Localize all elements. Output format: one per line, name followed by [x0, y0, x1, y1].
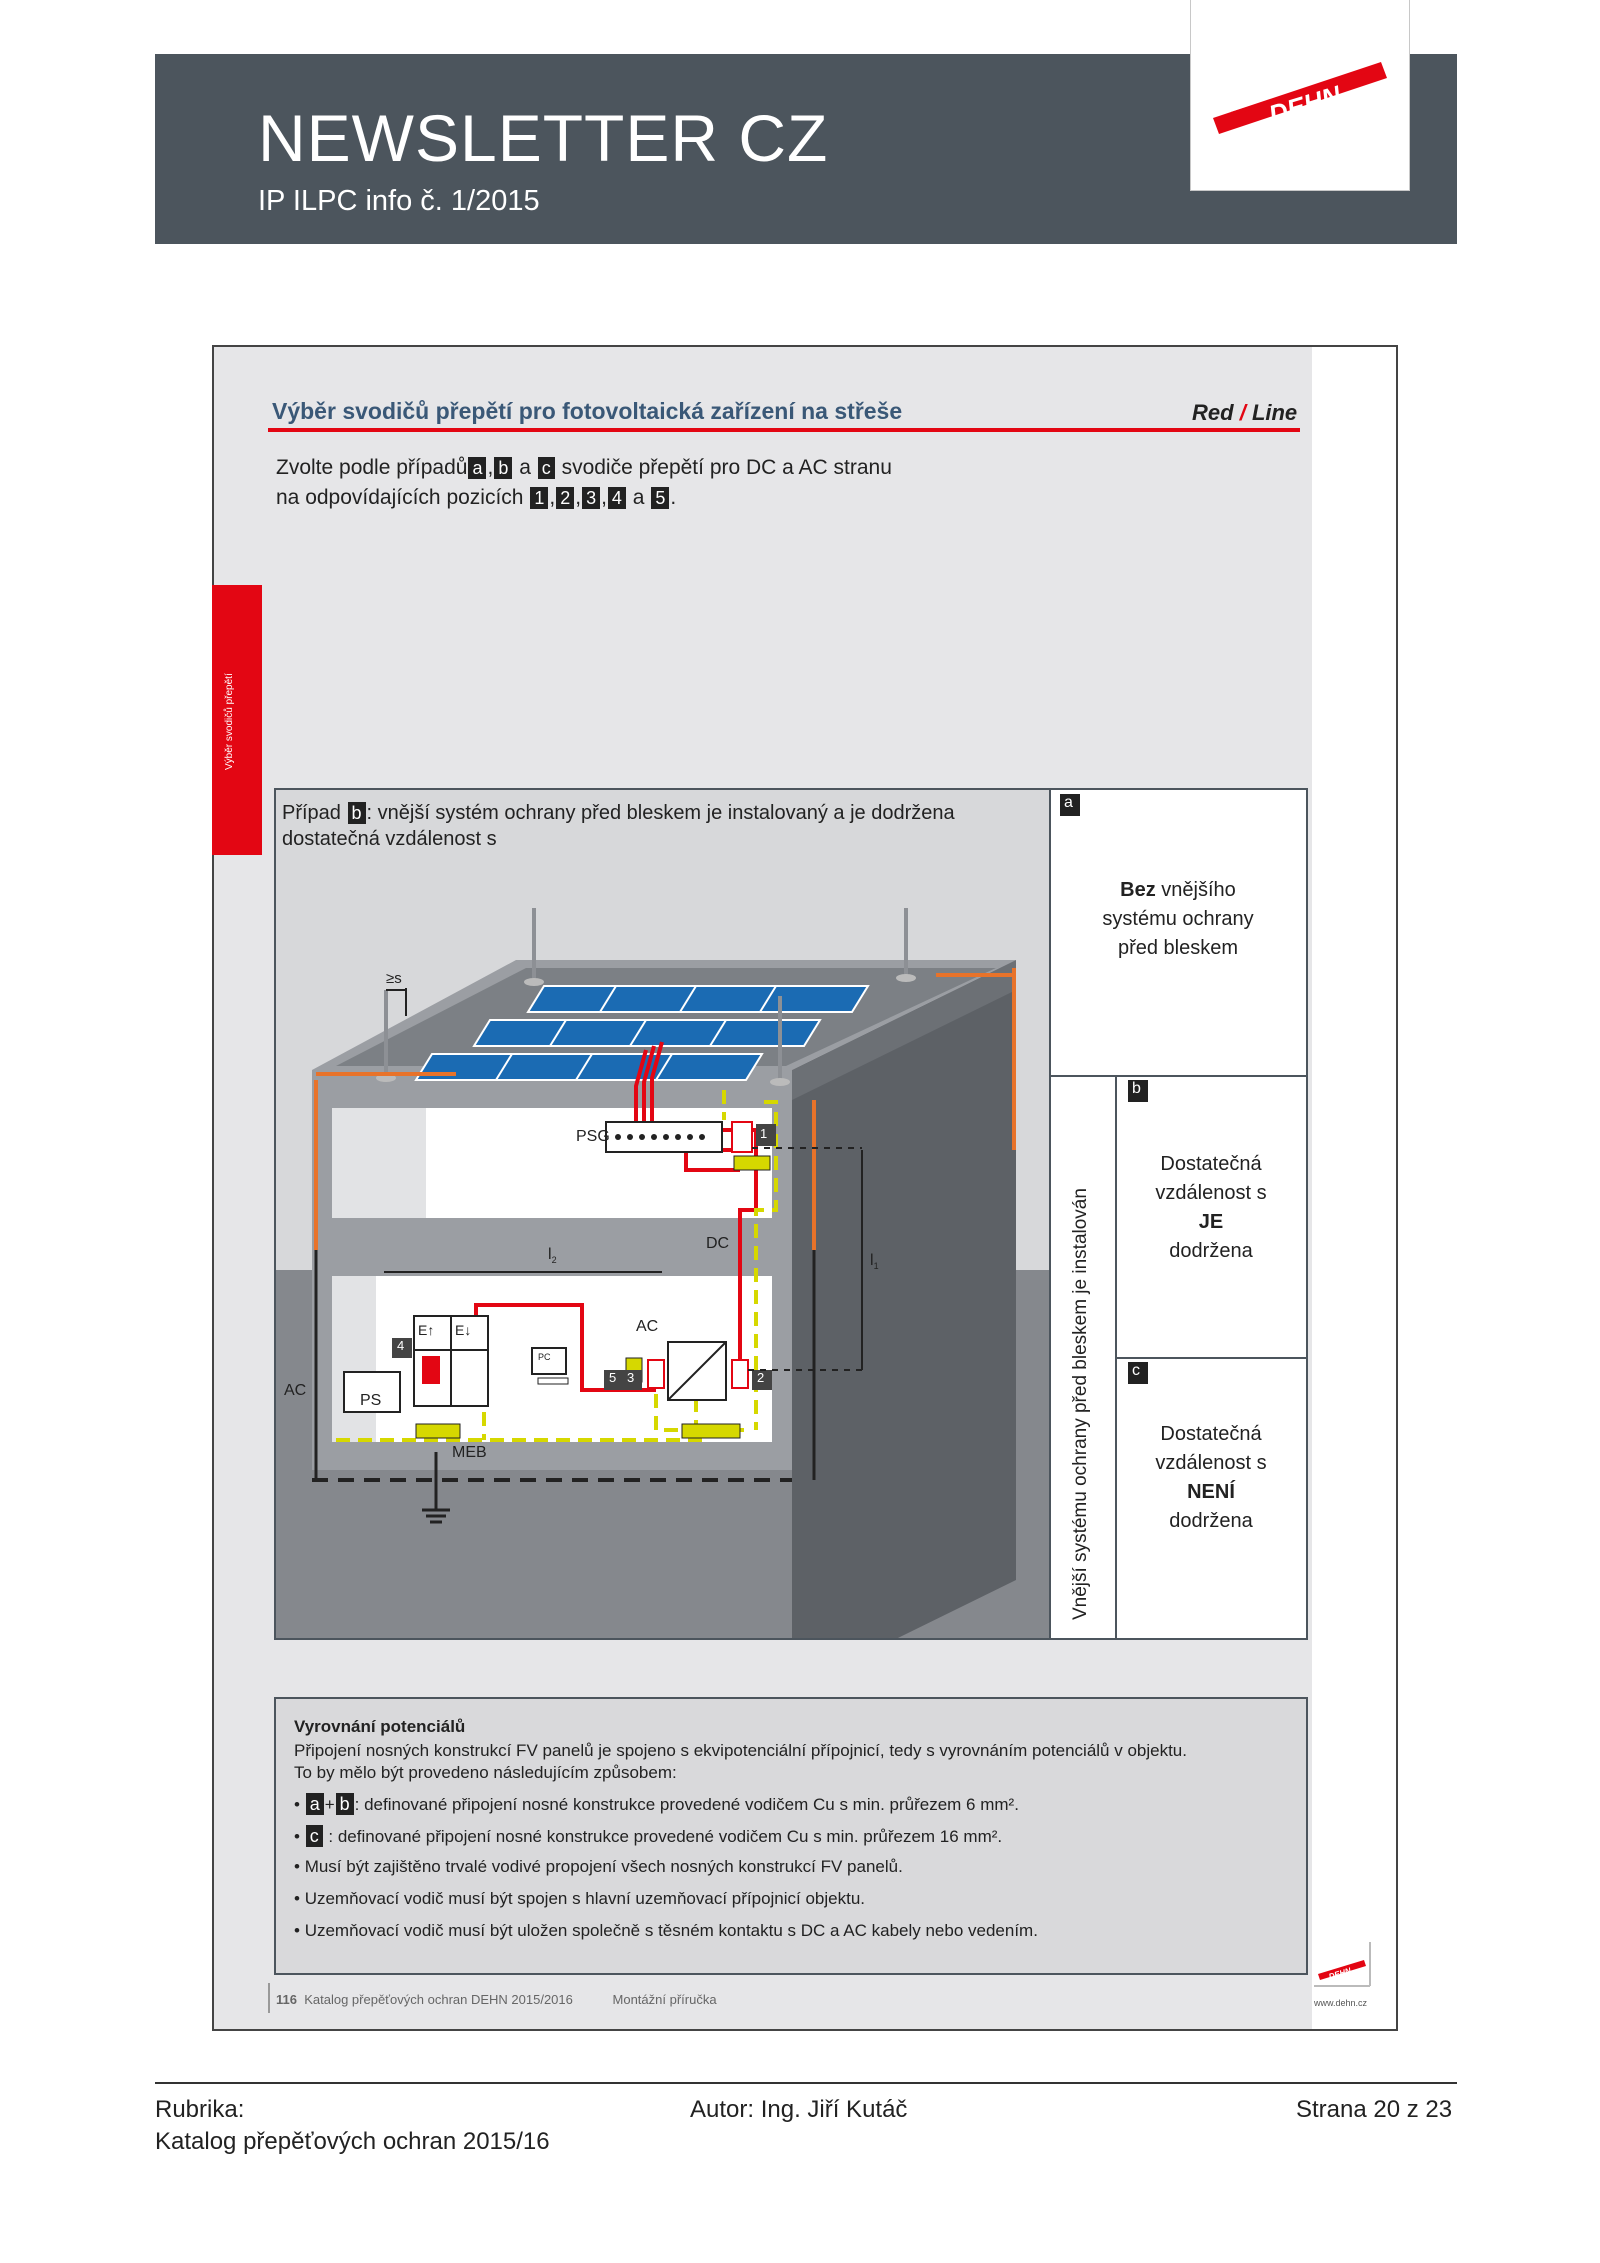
- label-n2: 2: [757, 1370, 765, 1385]
- eq-bullet-1: • a + b : definované připojení nosné konstrukce provedené vodičem Cu s min. průřezem 6 mm².: [294, 1794, 1019, 1814]
- label-psg: PSG: [576, 1128, 610, 1145]
- section-title: Výběr svodičů přepětí pro fotovoltaická zařízení na střeše: [272, 398, 903, 424]
- case-c-text: Dostatečná vzdálenost s NENÍ dodržena: [1155, 1423, 1267, 1532]
- label-l2: $l_2$: [548, 1246, 557, 1266]
- side-tab-label: Výběr svodičů přepětí: [224, 673, 235, 770]
- case-b-text: Dostatečná vzdálenost s JE dodržena: [1155, 1153, 1267, 1262]
- svg-text:DEHN: DEHN: [1327, 1966, 1352, 1982]
- logo-text: DEHN: [1265, 79, 1345, 130]
- label-pc: PC: [538, 1352, 551, 1362]
- page-footer-rule: [155, 2082, 1457, 2084]
- eq-bullet-4: • Uzemňovací vodič musí být spojen s hlavní uzemňovací přípojnicí objektu.: [294, 1889, 866, 1908]
- eq-bullet-3: • Musí být zajištěno trvalé vodivé propojení všech nosných konstrukcí FV panelů.: [294, 1857, 903, 1876]
- section-rule: [268, 428, 1300, 432]
- footer-rubrika-label: Rubrika:: [155, 2096, 245, 2123]
- equipotential-box: [274, 1697, 1308, 1975]
- case-a-tag: a: [1064, 794, 1073, 811]
- side-tab: [212, 585, 262, 855]
- instruction-line-2: na odpovídajících pozicích 1 , 2 , 3 , 4 a 5 .: [276, 486, 677, 509]
- label-s: ≥s: [386, 970, 402, 987]
- pv-diagram: [274, 788, 1308, 1640]
- eq-p2: To by mělo být provedeno následujícím způsobem:: [294, 1763, 677, 1782]
- case-c-tag: c: [1132, 1362, 1140, 1379]
- label-n3: 3: [627, 1370, 635, 1385]
- inner-dehn-logo: [1312, 1940, 1372, 2000]
- footer-author: Autor: Ing. Jiří Kutáč: [690, 2096, 908, 2123]
- label-n5: 5: [609, 1370, 617, 1385]
- footer-page-number: Strana 20 z 23: [1296, 2096, 1453, 2123]
- label-ps: PS: [360, 1392, 382, 1409]
- eq-bullet-2: • c : definované připojení nosné konstrukce provedené vodičem Cu s min. průřezem 16 mm².: [294, 1826, 1003, 1846]
- label-dc: DC: [706, 1235, 730, 1252]
- label-e-up: E↑: [418, 1322, 435, 1338]
- newsletter-title: NEWSLETTER CZ: [258, 101, 829, 175]
- instruction-line-1: Zvolte podle případů a , b a c svodiče přepětí pro DC a AC stranu: [276, 456, 892, 479]
- inner-footer: 116 Katalog přepěťových ochran DEHN 2015/2016 Montážní příručka: [276, 1992, 717, 2007]
- case-a-text: Bez vnějšího systému ochrany před bleskem: [1102, 879, 1254, 959]
- label-e-down: E↓: [455, 1322, 472, 1338]
- label-meb: MEB: [452, 1444, 487, 1461]
- footer-rubrika-value: Katalog přepěťových ochran 2015/16: [155, 2128, 550, 2155]
- newsletter-subtitle: IP ILPC info č. 1/2015: [258, 185, 540, 217]
- label-ac-left: AC: [284, 1382, 307, 1399]
- inner-footer-rule: [268, 1983, 270, 2013]
- case-b-tag: b: [1132, 1080, 1141, 1097]
- dehn-logo: [1190, 0, 1410, 191]
- eq-title: Vyrovnání potenciálů: [294, 1717, 466, 1736]
- inner-footer-url: www.dehn.cz: [1314, 1998, 1368, 2008]
- label-n4: 4: [397, 1338, 405, 1353]
- label-n1: 1: [760, 1126, 768, 1141]
- label-ac: AC: [636, 1318, 659, 1335]
- label-l1: $l_1$: [870, 1252, 879, 1272]
- red-line-logo: Red / Line: [1192, 400, 1298, 425]
- eq-bullet-5: • Uzemňovací vodič musí být uložen společně s těsném kontaktu s DC a AC kabely nebo vedením.: [294, 1921, 1038, 1940]
- eq-p1: Připojení nosných konstrukcí FV panelů je spojeno s ekvipotenciální přípojnicí, tedy s vyrovnáním potenciálů v objektu.: [294, 1741, 1187, 1760]
- vertical-label: Vnější systému ochrany před bleskem je instalován: [1070, 1188, 1091, 1620]
- case-b-heading: Případ b : vnější systém ochrany před bleskem je instalovaný a je dodržena dostatečná vzdálenost s: [282, 802, 955, 850]
